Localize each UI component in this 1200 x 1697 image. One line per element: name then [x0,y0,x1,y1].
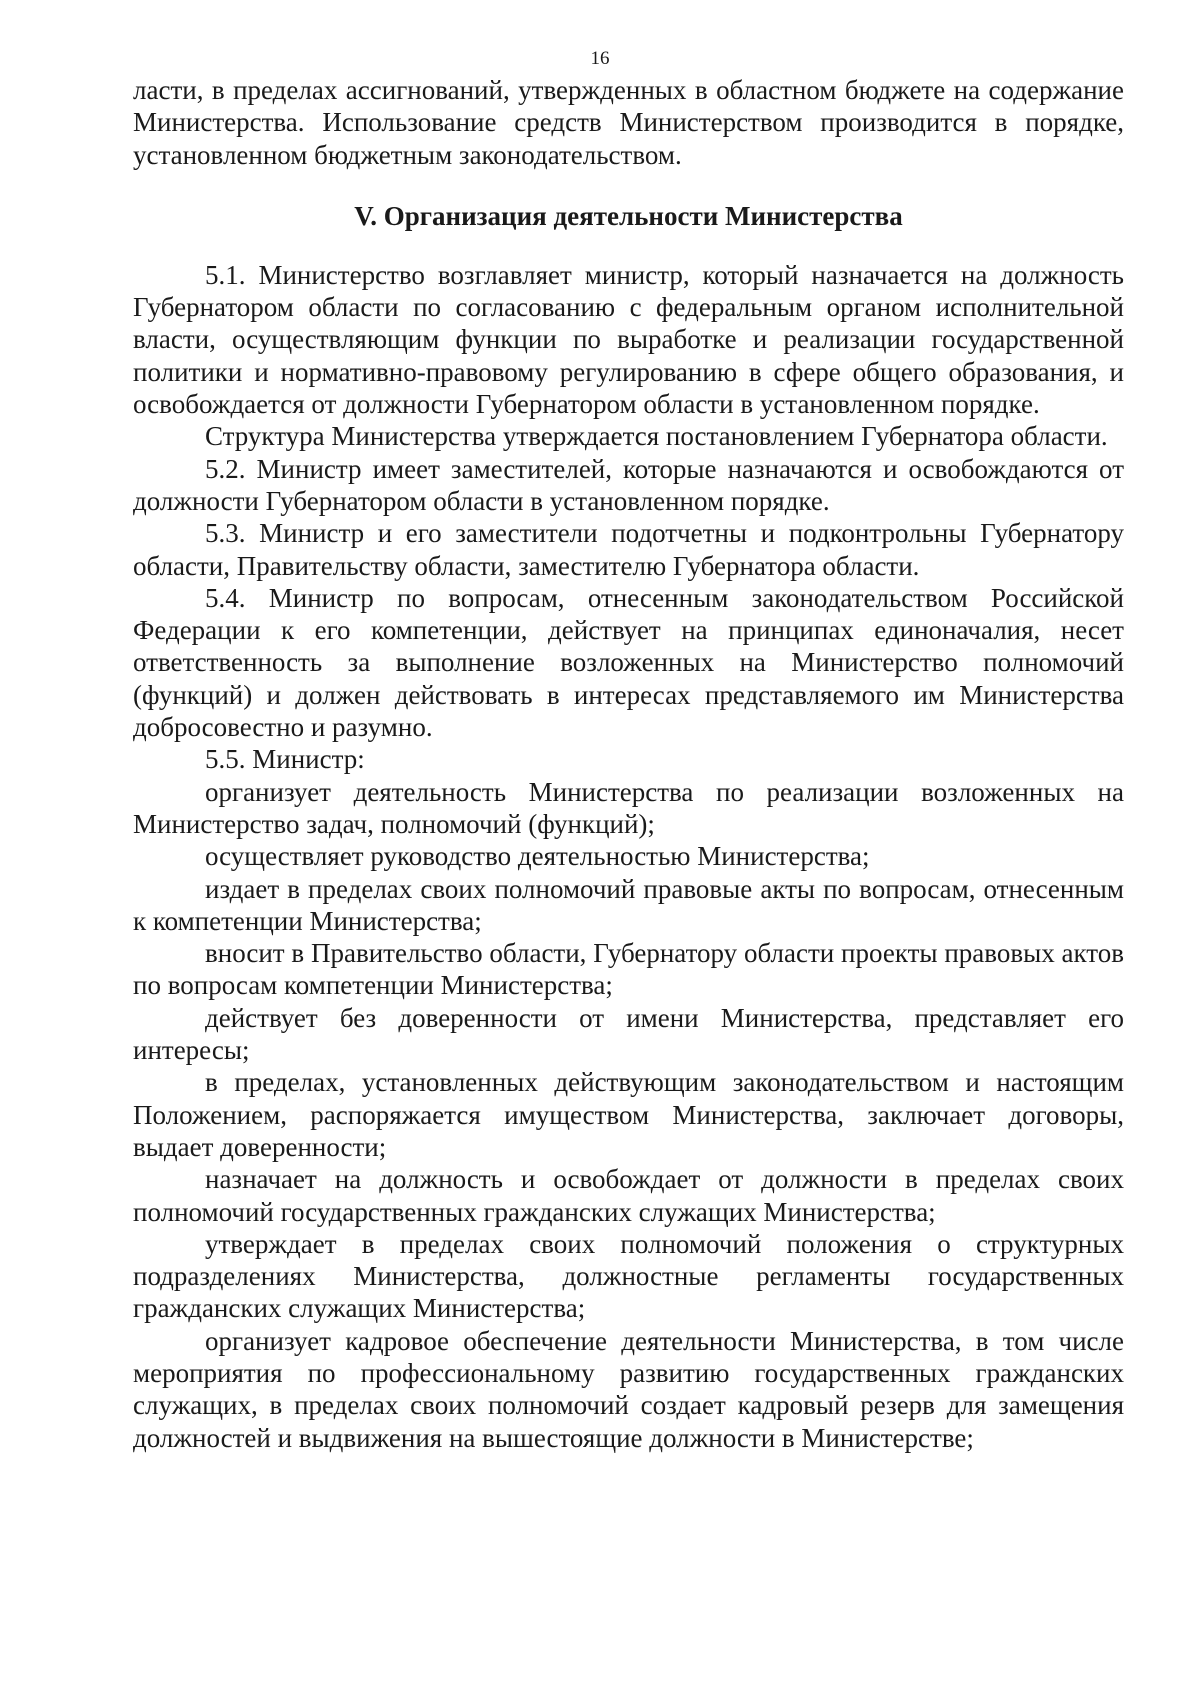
document-body [133,74,1124,1454]
list-item: издает в пределах своих полномочий правовые акты по вопросам, отнесенным к компетенции Министерства; [133,873,1124,936]
list-item: вносит в Правительство области, Губернатору области проекты правовых актов по вопросам компетенции Министерства; [133,938,1124,1001]
intro-paragraph: ласти, в пределах ассигнований, утвержденных в областном бюджете на содержание Министерства. Использование средств Министерством производится в порядке, установленном бюджетным законодательством. [133,75,1124,170]
list-item: действует без доверенности от имени Министерства, представляет его интересы; [133,1002,1124,1066]
paragraph-5-2: 5.2. Министр имеет заместителей, которые назначаются и освобождаются от должности Губернатором области в установленном порядке. [133,453,1124,516]
list-item: организует деятельность Министерства по реализации возложенных на Министерство задач, полномочий (функций); [133,776,1124,839]
list-item: в пределах, установленных действующим законодательством и настоящим Положением, распоряжается имуществом Министерства, заключает договоры, выдает доверенности; [133,1067,1124,1162]
page-number: 16 [590,48,610,69]
paragraph-5-5: 5.5. Министр: [205,744,365,775]
list-item: организует кадровое обеспечение деятельности Министерства, в том числе мероприятия по профессиональному развитию государственных гражданских служащих, в пределах своих полномочий создает кадровый резерв для замещения должностей и выдвижения на вышестоящие должности в Министерстве; [133,1325,1124,1453]
paragraph-5-4: 5.4. Министр по вопросам, отнесенным законодательством Российской Федерации к его компетенции, действует на принципах единоначалия, несет ответственность за выполнение возложенных на Министерство полномочий (функций) и должен действовать в интересах представляемого им Министерства добросовестно и разумно. [133,582,1124,743]
paragraph-5-1: 5.1. Министерство возглавляет министр, который назначается на должность Губернатором области по согласованию с федеральным органом исполнительной власти, осуществляющим функции по выработке и реализации государственной политики и нормативно-правовому регулированию в сфере общего образования, и освобождается от должности Губернатором области в установленном порядке. [133,259,1124,420]
list-item: назначает на должность и освобождает от должности в пределах своих полномочий государственных гражданских служащих Министерства; [133,1164,1124,1227]
paragraph-5-3: 5.3. Министр и его заместители подотчетны и подконтрольны Губернатору области, Правительству области, заместителю Губернатора области. [133,518,1124,581]
paragraph-structure: Структура Министерства утверждается постановлением Губернатора области. [205,421,1108,452]
list-item: утверждает в пределах своих полномочий положения о структурных подразделениях Министерства, должностные регламенты государственных гражданских служащих Министерства; [133,1228,1124,1324]
section-heading: V. Организация деятельности Министерства [354,200,903,231]
list-item: осуществляет руководство деятельностью Министерства; [205,841,870,872]
